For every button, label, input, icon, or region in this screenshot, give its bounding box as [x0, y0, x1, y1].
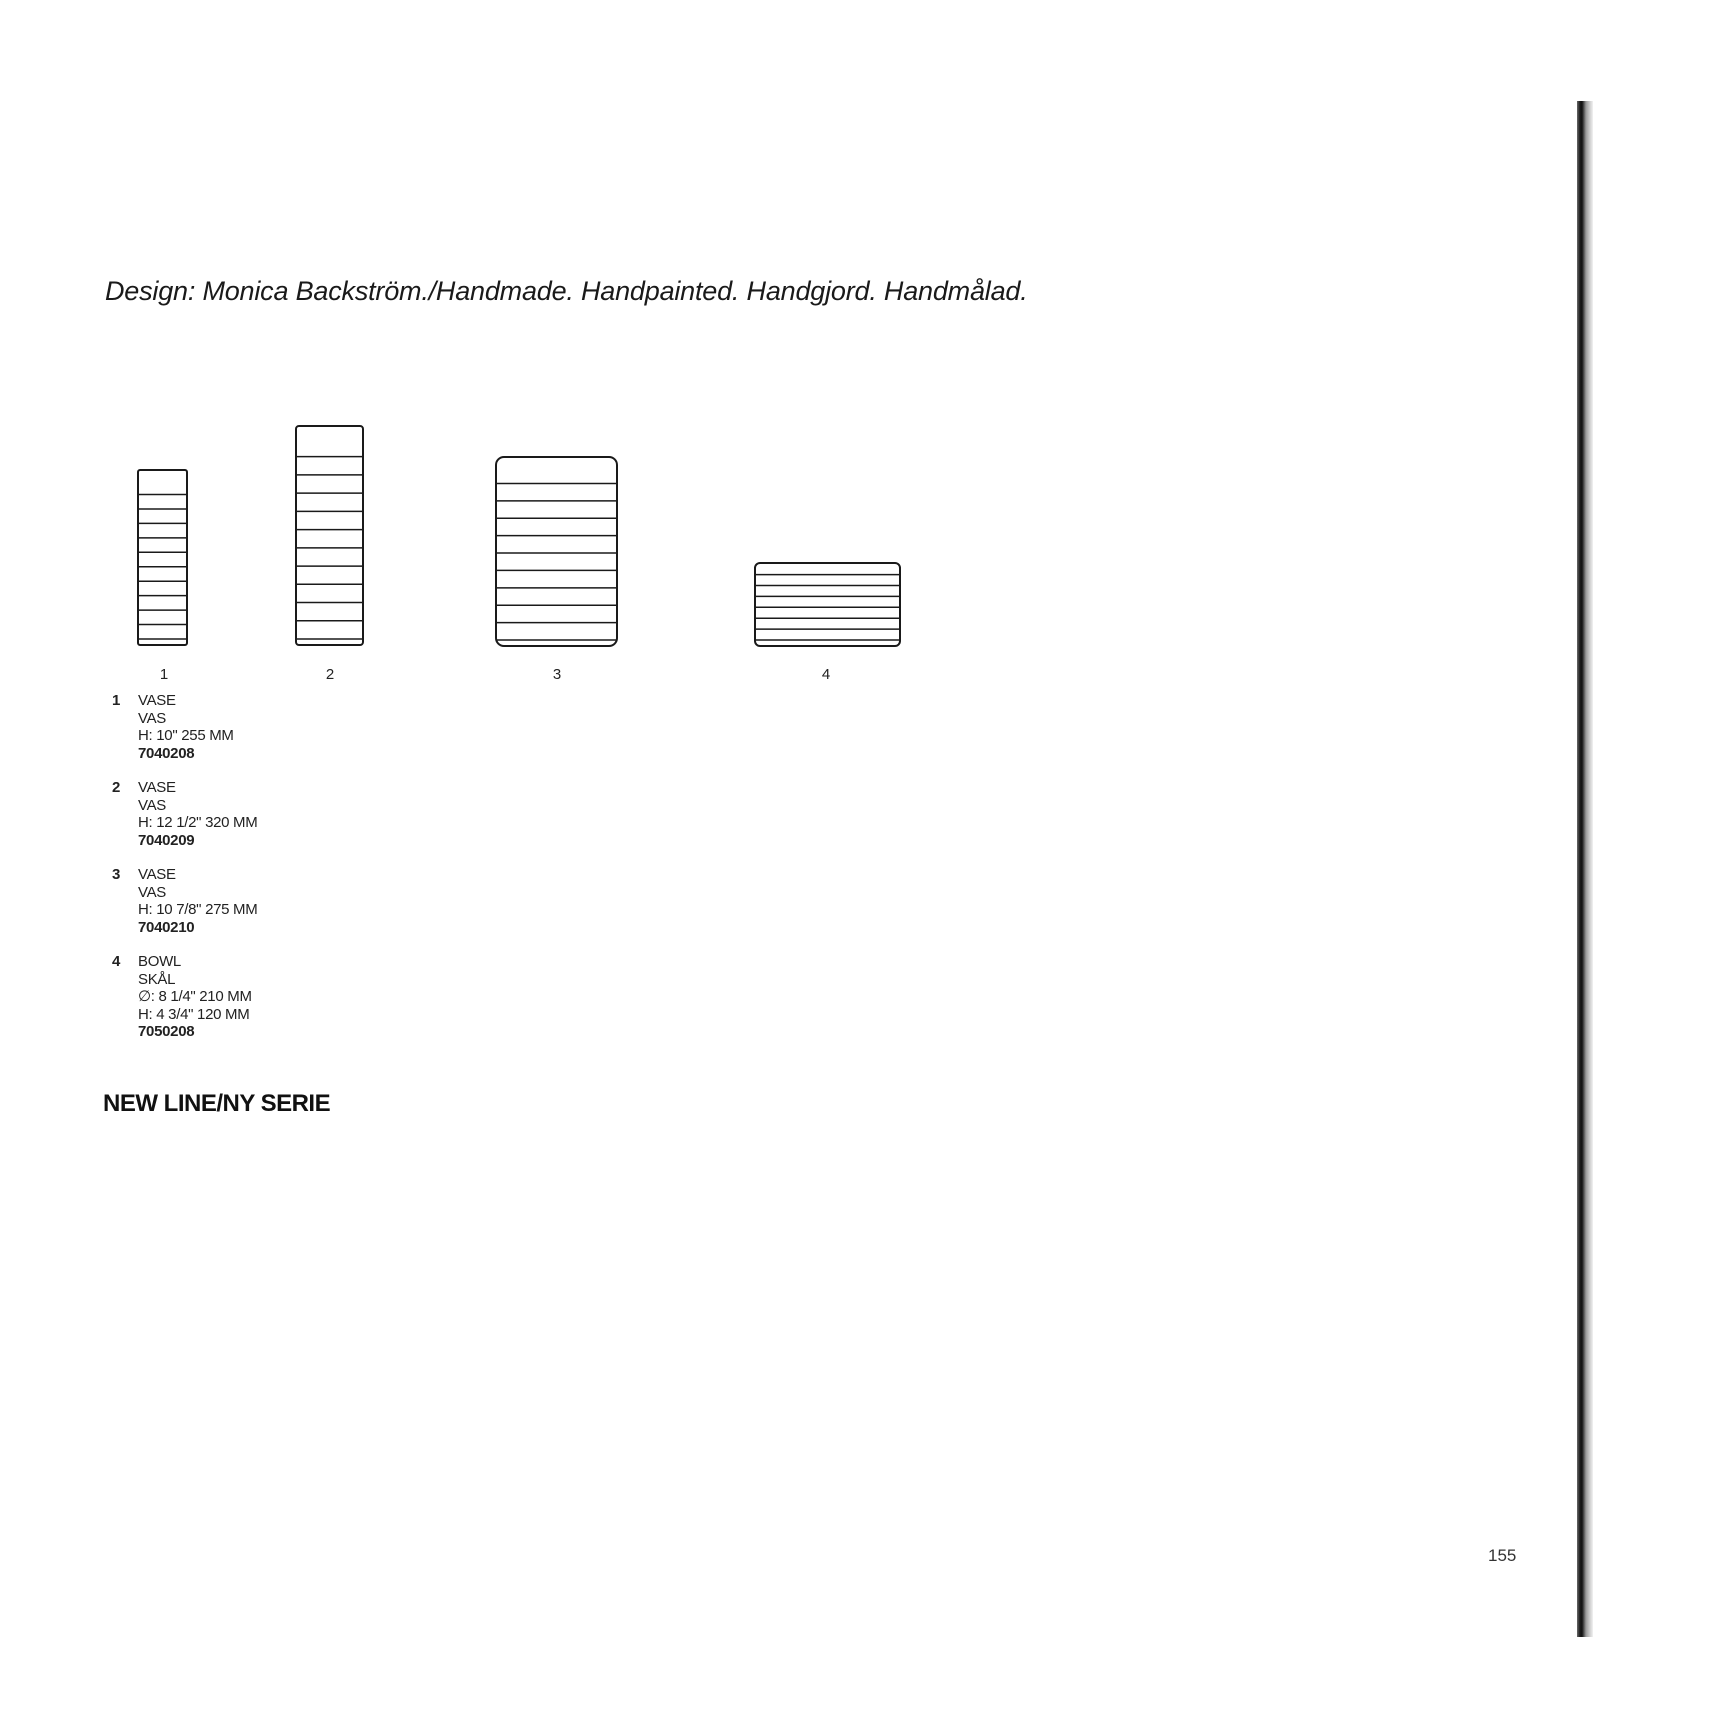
figure-number-1: 1	[159, 666, 169, 683]
page-binding-edge	[1577, 101, 1593, 1637]
spec-name-swedish: VAS	[138, 796, 167, 814]
spec-height: H: 10 7/8" 275 MM	[138, 901, 258, 918]
spec-diameter: ∅: 8 1/4" 210 MM	[138, 988, 252, 1005]
spec-article-number: 7040209	[138, 831, 195, 849]
page-number: 155	[1488, 1546, 1517, 1565]
spec-number: 1	[112, 692, 121, 709]
spec-name: VASE	[138, 692, 176, 709]
spec-number: 2	[112, 779, 121, 796]
spec-details	[138, 692, 234, 762]
spec-details	[138, 866, 257, 936]
spec-item-3	[112, 866, 257, 936]
spec-details	[138, 779, 257, 849]
drawing-outline	[496, 457, 617, 646]
section-title: NEW LINE/NY SERIE	[103, 1090, 331, 1117]
spec-article-number: 7040208	[138, 744, 195, 762]
spec-item-4	[112, 953, 257, 1041]
spec-name-swedish: VAS	[138, 883, 167, 901]
spec-name: VASE	[138, 779, 176, 796]
spec-name-swedish: SKÅL	[138, 970, 176, 988]
product-spec-list	[112, 692, 257, 1058]
product-drawings	[0, 0, 1000, 700]
spec-article-number: 7050208	[138, 1023, 195, 1040]
spec-item-2	[112, 779, 257, 849]
spec-height: H: 10" 255 MM	[138, 727, 234, 744]
spec-name: BOWL	[138, 953, 181, 970]
spec-name: VASE	[138, 866, 176, 883]
design-credit-heading: Design: Monica Backström./Handmade. Handpainted. Handgjord. Handmålad.	[105, 276, 1028, 306]
bowl-4-drawing	[755, 563, 900, 646]
spec-name-swedish: VAS	[138, 709, 167, 727]
spec-number: 3	[112, 866, 121, 883]
spec-height: H: 12 1/2" 320 MM	[138, 814, 258, 831]
spec-number: 4	[112, 953, 121, 970]
figure-number-4: 4	[821, 666, 831, 683]
figure-number-2: 2	[325, 666, 335, 683]
drawing-outline	[138, 470, 187, 645]
vase-3-drawing	[496, 457, 617, 646]
spec-article-number: 7040210	[138, 918, 195, 936]
drawing-outline	[296, 426, 363, 645]
spec-item-1	[112, 692, 257, 762]
spec-details	[138, 953, 252, 1041]
vase-1-drawing	[138, 470, 187, 645]
figure-number-3: 3	[552, 666, 562, 683]
spec-height: H: 4 3/4" 120 MM	[138, 1005, 250, 1023]
vase-2-drawing	[296, 426, 363, 645]
drawing-outline	[755, 563, 900, 646]
